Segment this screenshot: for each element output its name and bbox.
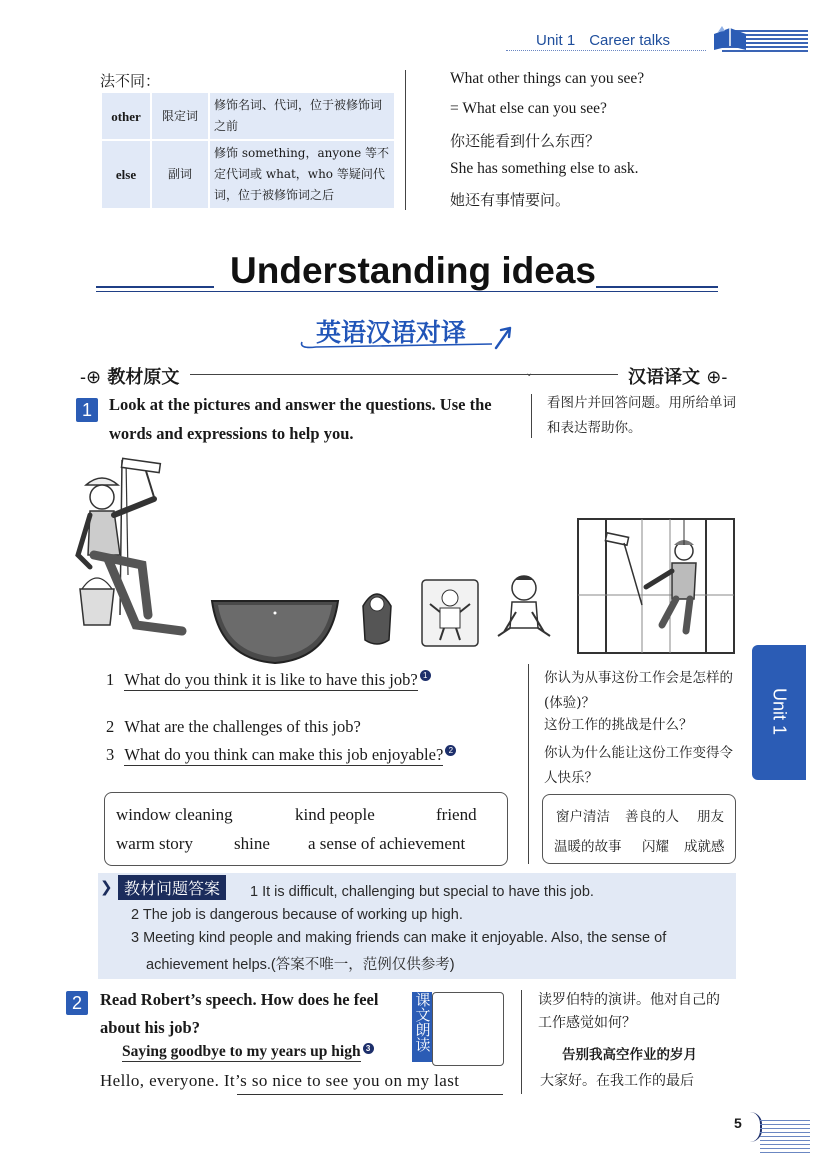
word-item-zh: 温暖的故事 [554,839,622,855]
question-text: What do you think it is like to have this job? [124,670,418,689]
question-3 [106,745,456,765]
word-item-zh: 朋友 [697,809,724,825]
word-item: a sense of achievement [308,834,466,853]
word-box [104,792,508,866]
header-dotted-rule [506,50,706,51]
question-number: 1 [106,670,115,689]
activity-instruction-zh: 看图片并回答问题。用所给单词和表达帮助你。 [547,395,736,436]
word-item-zh: 善良的人 [625,809,679,825]
speech-first-line [100,1071,459,1091]
unit-side-tab-label: Unit 1 [769,688,790,736]
table-word: else [101,140,151,209]
example-sentence: She has something else to ask. [450,160,639,177]
translation-label [628,363,727,389]
grammar-intro: 法不同： [100,72,161,90]
table-usage: 修饰名词、代词，位于被修饰词之前 [209,92,395,140]
window-cleaner-illustration [72,455,202,645]
page-number: 5 [734,1115,742,1131]
other-else-table [100,91,396,210]
answer-line: 1 It is difficult, challenging but special to have this job. [250,884,594,900]
word-item: kind people [295,805,375,824]
reading-audio-label: 课文朗读 [413,992,432,1052]
table-row [101,140,395,209]
baby-on-blanket-illustration [420,578,480,648]
speech-text: Hello, everyone. It’s so nice to see you on my last [100,1071,460,1090]
question-text: What are the challenges of this job? [124,717,361,736]
table-word: other [101,92,151,140]
unit-side-tab-label-wrap [752,648,806,776]
activity-instruction: about his job? [100,1018,200,1037]
question-number: 3 [106,745,115,764]
activity-number: 1 [76,398,98,422]
note-marker: 2 [445,745,456,756]
activity-instruction: Look at the pictures and answer the questions. Use the words and expressions to help you. [109,395,492,443]
example-translation: 你还能看到什么东西？ [450,132,601,150]
section-subtitle: 英语汉语对译 [316,318,467,347]
activity2-instruction-zh: 工作感觉如何？ [538,1015,636,1031]
word-item-zh: 成就感 [684,839,725,855]
question-translation: 你认为从事这份工作会是怎样的(体验)？ [544,670,733,711]
table-row [101,92,395,140]
question-1 [106,670,431,690]
question-translation: 你认为什么能让这份工作变得令人快乐？ [544,745,733,786]
page-number-bracket [742,1112,762,1142]
column-divider [405,70,406,210]
word-item: warm story [116,834,193,853]
note-marker: 1 [420,670,431,681]
answer-line: achievement helps.(答案不唯一，范例仅供参考) [146,957,455,973]
example-sentence: = What else can you see? [450,100,607,117]
speech-first-line-zh: 大家好。在我工作的最后 [540,1073,694,1089]
audio-qr-box[interactable] [432,992,504,1066]
word-item-zh: 窗户清洁 [556,809,610,825]
activity-number: 2 [66,991,88,1015]
section-divider-rule [190,374,618,375]
answer-line: 3 Meeting kind people and making friends can make it enjoyable. Also, the sense of [131,930,667,946]
minus-circle-down-icon: -⊕ [80,367,102,387]
example-sentence: What other things can you see? [450,70,645,87]
word-item: shine [234,834,270,853]
table-pos: 副词 [151,140,209,209]
footer-stripes [760,1120,810,1156]
note-marker: 3 [363,1043,374,1054]
column-divider [528,664,529,864]
section-title: Understanding ideas [230,250,596,291]
question-translation: 这份工作的挑战是什么？ [544,717,693,733]
chevron-right-icon: ❯ [100,878,113,896]
book-logo-icon [712,24,748,54]
swaddled-baby-illustration [357,586,397,646]
divider-chevron-icon: ⌄ [525,368,534,379]
circle-down-minus-icon: ⊕- [706,367,728,387]
column-divider [521,990,522,1094]
activity2-instruction-zh: 读罗伯特的演讲。他对自己的 [538,992,720,1008]
right-label-text: 汉语译文 [628,367,700,388]
watermelon-slice-illustration [210,597,340,667]
speech-title-text: Saying goodbye to my years up high [122,1043,361,1060]
question-number: 2 [106,717,115,736]
answer-line: 2 The job is dangerous because of working up high. [131,907,463,923]
header-title: Career talks [589,32,671,49]
speech-title-zh: 告别我高空作业的岁月 [562,1047,697,1063]
crawling-child-illustration [494,572,554,642]
column-divider [531,394,532,438]
running-header [536,32,670,49]
speech-title [122,1043,374,1061]
speech-underline [237,1094,503,1095]
table-usage: 修饰 something，anyone 等不定代词或 what，who 等疑问代词，位于被修饰词之后 [209,140,395,209]
question-text: What do you think can make this job enjoyable? [124,745,444,764]
word-item: friend [436,805,477,824]
table-pos: 限定词 [151,92,209,140]
header-unit: Unit 1 [536,32,576,49]
word-item-zh: 闪耀 [642,839,669,855]
activity-instruction: Read Robert’s speech. How does he feel [100,990,379,1009]
original-text-label [80,363,179,389]
answer-tag: 教材问题答案 [118,875,226,900]
reading-audio-tag[interactable] [412,992,432,1062]
word-item: window cleaning [116,805,233,824]
question-2 [106,717,361,737]
example-translation: 她还有事情要问。 [450,191,571,209]
skyscraper-window-cleaner-illustration [576,515,736,655]
left-label-text: 教材原文 [107,367,180,388]
